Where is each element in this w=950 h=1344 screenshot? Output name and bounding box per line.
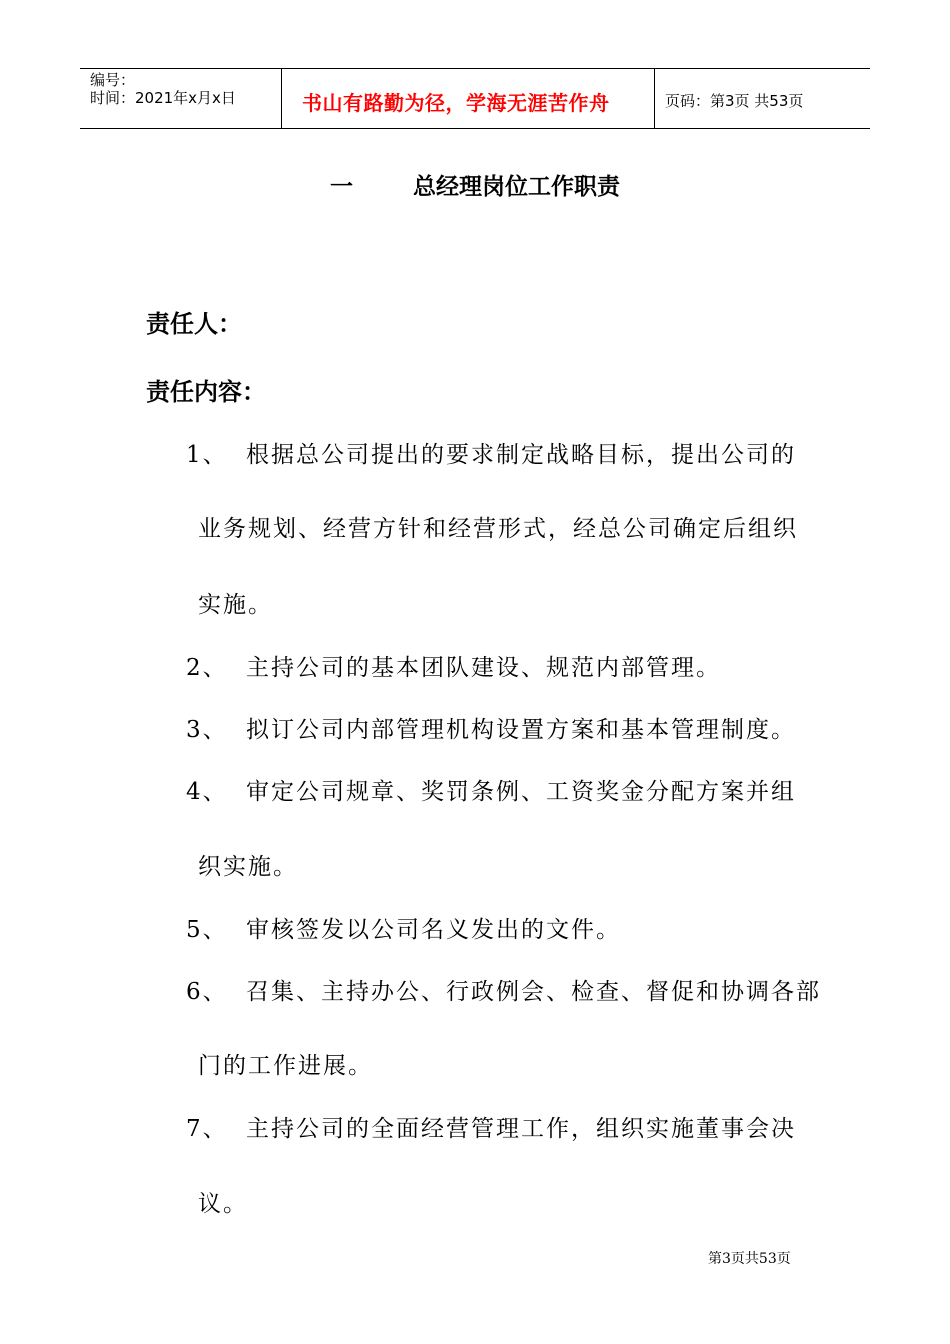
header-meta	[90, 71, 236, 107]
item-text-continued: 实施。	[198, 592, 273, 618]
document-date-label: 时间：2021年x月x日	[90, 89, 236, 107]
responsibility-content-label: 责任内容：	[146, 378, 266, 406]
item-text-continued: 织实施。	[198, 854, 298, 880]
list-item	[186, 436, 796, 469]
item-number: 3、	[186, 717, 228, 743]
item-number: 2、	[186, 655, 228, 681]
footer-page-number: 第3页共53页	[708, 1251, 791, 1267]
header-page-indicator: 页码：第3页 共53页	[665, 92, 804, 110]
item-number: 4、	[186, 779, 228, 805]
list-item	[186, 911, 621, 944]
item-text: 审核签发以公司名义发出的文件。	[246, 917, 621, 943]
document-header	[80, 68, 870, 129]
item-text: 召集、主持办公、行政例会、检查、督促和协调各部	[246, 979, 821, 1005]
document-number-label: 编号：	[90, 71, 136, 89]
item-text-continued: 议。	[198, 1191, 248, 1217]
list-item	[186, 649, 721, 682]
document-title	[0, 168, 950, 201]
item-text-continued: 业务规划、经营方针和经营形式，经总公司确定后组织	[198, 516, 798, 542]
list-item	[186, 711, 796, 744]
item-number: 5、	[186, 917, 228, 943]
item-text: 根据总公司提出的要求制定战略目标，提出公司的	[246, 442, 796, 468]
title-text: 总经理岗位工作职责	[413, 174, 620, 200]
item-text-continued: 门的工作进展。	[198, 1053, 373, 1079]
item-text: 主持公司的基本团队建设、规范内部管理。	[246, 655, 721, 681]
item-text: 审定公司规章、奖罚条例、工资奖金分配方案并组	[246, 779, 796, 805]
item-number: 6、	[186, 979, 228, 1005]
item-number: 1、	[186, 442, 228, 468]
header-divider-left	[281, 69, 282, 128]
list-item	[186, 1110, 796, 1143]
item-number: 7、	[186, 1116, 228, 1142]
responsible-person-label: 责任人：	[146, 310, 242, 338]
list-item	[186, 973, 821, 1006]
header-motto: 书山有路勤为径，学海无涯苦作舟	[302, 91, 610, 115]
list-item	[186, 773, 796, 806]
title-number: 一	[330, 174, 353, 200]
header-divider-right	[654, 69, 655, 128]
item-text: 拟订公司内部管理机构设置方案和基本管理制度。	[246, 717, 796, 743]
item-text: 主持公司的全面经营管理工作，组织实施董事会决	[246, 1116, 796, 1142]
